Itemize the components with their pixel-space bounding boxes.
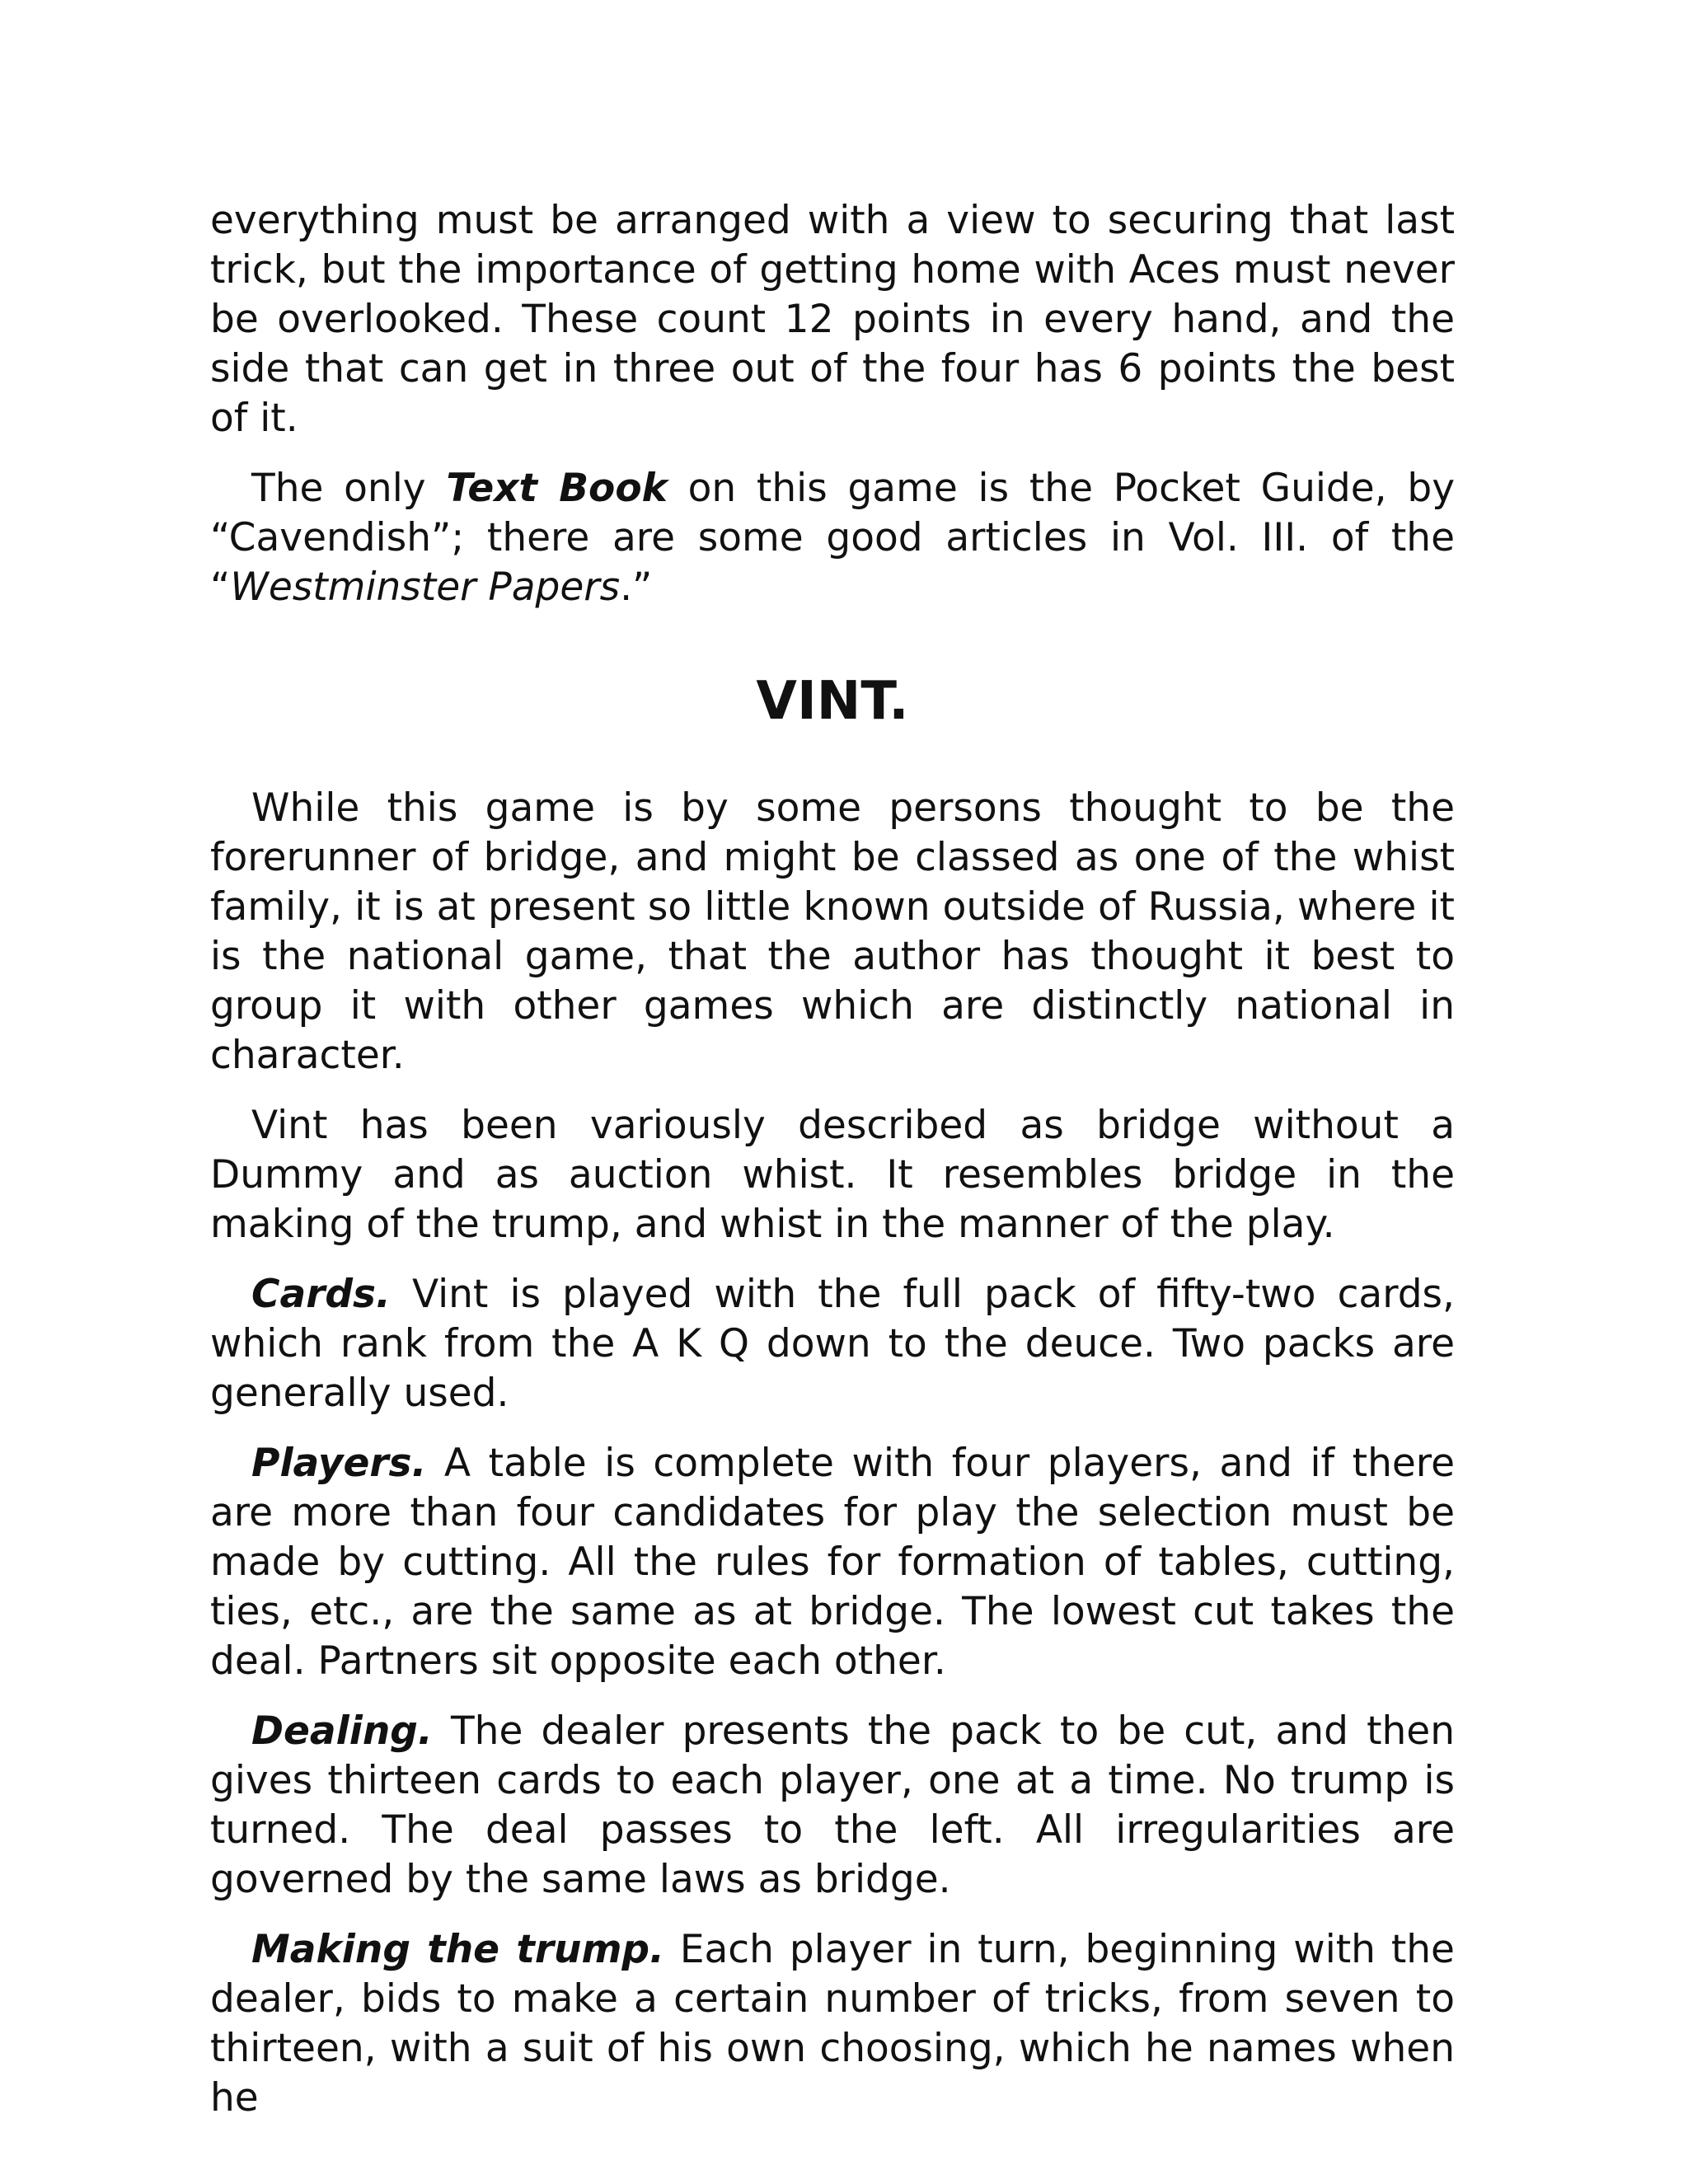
- cards-term: Cards.: [251, 1272, 391, 1317]
- westminster-papers-title: Westminster Papers: [230, 565, 621, 610]
- players-text: A table is complete with four players, and if there are more than four candidates for play the selection must be made by cutting. All the rules for formation of tables, cutting, ties, etc., are the same as at bridge. The lowest cut takes the deal. Partners sit opposite each other.: [210, 1441, 1455, 1684]
- paragraph-making-trump: [210, 1925, 1455, 2123]
- dealing-text: The dealer presents the pack to be cut, and then gives thirteen cards to each player, one at a time. No trump is turned. The deal passes to the left. All irregularities are governed by the same laws as bridge.: [210, 1708, 1455, 1902]
- making-trump-term: Making the trump.: [251, 1927, 664, 1972]
- page-body: [210, 196, 1455, 2144]
- text-book-term: Text Book: [446, 466, 668, 511]
- text-book-after: .”: [620, 565, 653, 610]
- paragraph-dealing: [210, 1707, 1455, 1905]
- cards-text: Vint is played with the full pack of fifty-two cards, which rank from the A K Q down to the deuce. Two packs are generally used.: [210, 1272, 1455, 1416]
- paragraph-text-book: [210, 464, 1455, 612]
- paragraph-cards: [210, 1270, 1455, 1418]
- paragraph-intro-2: Vint has been variously described as bridge without a Dummy and as auction whist. It resembles bridge in the making of the trump, and whist in the manner of the play.: [210, 1103, 1455, 1247]
- dealing-term: Dealing.: [251, 1708, 433, 1754]
- making-trump-text: Each player in turn, beginning with the dealer, bids to make a certain number of tricks, from seven to thirteen, with a suit of his own choosing, which he names when he: [210, 1927, 1455, 2121]
- section-heading-vint: VINT.: [756, 671, 909, 732]
- text-book-middle: on this game is the Pocket Guide, by “Cavendish”; there are some good articles in Vol. III. of the “: [210, 466, 1456, 610]
- players-term: Players.: [251, 1441, 427, 1486]
- paragraph-intro-1: While this game is by some persons thought to be the forerunner of bridge, and might be classed as one of the whist family, it is at present so little known outside of Russia, where it is the national game, that the author has thought it best to group it with other games which are distinctly national in character.: [210, 785, 1455, 1078]
- paragraph-players: [210, 1439, 1455, 1686]
- text-book-before: The only: [251, 466, 447, 511]
- paragraph-continuation: everything must be arranged with a view to securing that last trick, but the importance of getting home with Aces must never be overlooked. These count 12 points in every hand, and the side that can get in three out of the four has 6 points the best of it.: [210, 198, 1455, 441]
